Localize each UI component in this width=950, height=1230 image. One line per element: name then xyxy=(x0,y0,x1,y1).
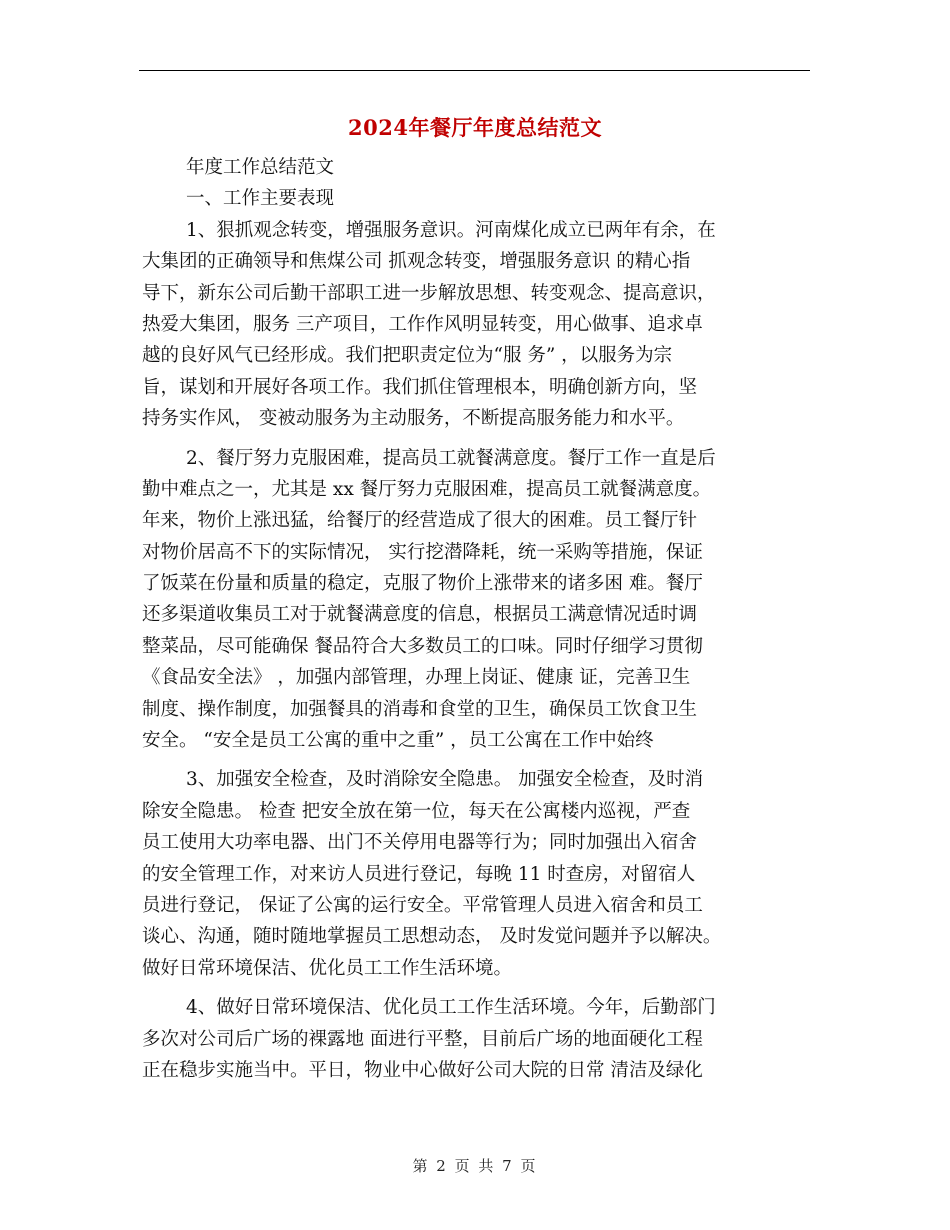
text-line: 做好日常环境保洁、优化员工工作生活环境。 xyxy=(142,957,513,979)
text-line: 员进行登记， 保证了公寓的运行安全。平常管理人员进入宿舍和员工 xyxy=(142,894,703,916)
text-line: 多次对公司后广场的裸露地 面进行平整，目前后广场的地面硬化工程 xyxy=(142,1028,703,1050)
text-line: 一、工作主要表现 xyxy=(186,188,335,210)
text-line: 持务实作风， 变被动服务为主动服务，不断提高服务能力和水平。 xyxy=(142,408,685,430)
text-line: 制度、操作制度，加强餐具的消毒和食堂的卫生，确保员工饮食卫生 xyxy=(142,698,698,720)
text-line: 导下，新东公司后勤干部职工进一步解放思想、转变观念、提高意识， xyxy=(142,282,716,304)
text-line: 整菜品，尽可能确保 餐品符合大多数员工的口味。同时仔细学习贯彻 xyxy=(142,635,703,657)
text-line: 越的良好风气已经形成。我们把职责定位为“服 务” ，以服务为宗 xyxy=(142,345,673,367)
text-line: 旨，谋划和开展好各项工作。我们抓住管理根本，明确创新方向，坚 xyxy=(142,376,698,398)
text-line: 安全。 “安全是员工公寓的重中之重” ，员工公寓在工作中始终 xyxy=(142,730,654,752)
text-line: 员工使用大功率电器、出门不关停用电器等行为；同时加强出入宿舍 xyxy=(142,832,698,854)
text-line: 年来，物价上涨迅猛，给餐厅的经营造成了很大的困难。员工餐厅针 xyxy=(142,510,698,532)
text-line: 2、餐厅努力克服困难，提高员工就餐满意度。餐厅工作一直是后 xyxy=(186,447,716,469)
text-line: 《食品安全法》 ，加强内部管理，办理上岗证、健康 证，完善卫生 xyxy=(142,667,691,689)
header-rule xyxy=(139,70,810,71)
text-line: 的安全管理工作，对来访人员进行登记，每晚 11 时查房，对留宿人 xyxy=(142,863,696,885)
document-title: 2024年餐厅年度总结范文 xyxy=(348,115,602,140)
text-line: 3、加强安全检查，及时消除安全隐患。 加强安全检查，及时消 xyxy=(186,769,704,791)
text-line: 谈心、沟通，随时随地掌握员工思想动态， 及时发觉问题并予以解决。 xyxy=(142,926,722,948)
document-body xyxy=(142,152,812,1086)
text-line: 还多渠道收集员工对于就餐满意度的信息，根据员工满意情况适时调 xyxy=(142,604,698,626)
text-line: 大集团的正确领导和焦煤公司 抓观念转变，增强服务意识 的精心指 xyxy=(142,251,691,273)
text-line: 年度工作总结范文 xyxy=(186,157,335,178)
text-line: 4、做好日常环境保洁、优化员工工作生活环境。今年，后勤部门 xyxy=(186,997,716,1019)
text-line: 正在稳步实施当中。平日，物业中心做好公司大院的日常 清洁及绿化 xyxy=(142,1059,703,1081)
text-line: 勤中难点之一，尤其是 xx 餐厅努力克服困难，提高员工就餐满意度。 xyxy=(142,478,712,500)
text-line: 热爱大集团，服务 三产项目，工作作风明显转变，用心做事、追求卓 xyxy=(142,313,703,335)
text-line: 除安全隐患。 检查 把安全放在第一位，每天在公寓楼内巡视，严查 xyxy=(142,800,691,822)
page-footer: 第 2 页 共 7 页 xyxy=(412,1157,538,1175)
text-line: 了饭菜在份量和质量的稳定，克服了物价上涨带来的诸多困 难。餐厅 xyxy=(142,573,703,595)
text-line: 对物价居高不下的实际情况， 实行挖潜降耗，统一采购等措施，保证 xyxy=(142,541,703,563)
text-line: 1、狠抓观念转变，增强服务意识。河南煤化成立已两年有余，在 xyxy=(186,219,716,241)
